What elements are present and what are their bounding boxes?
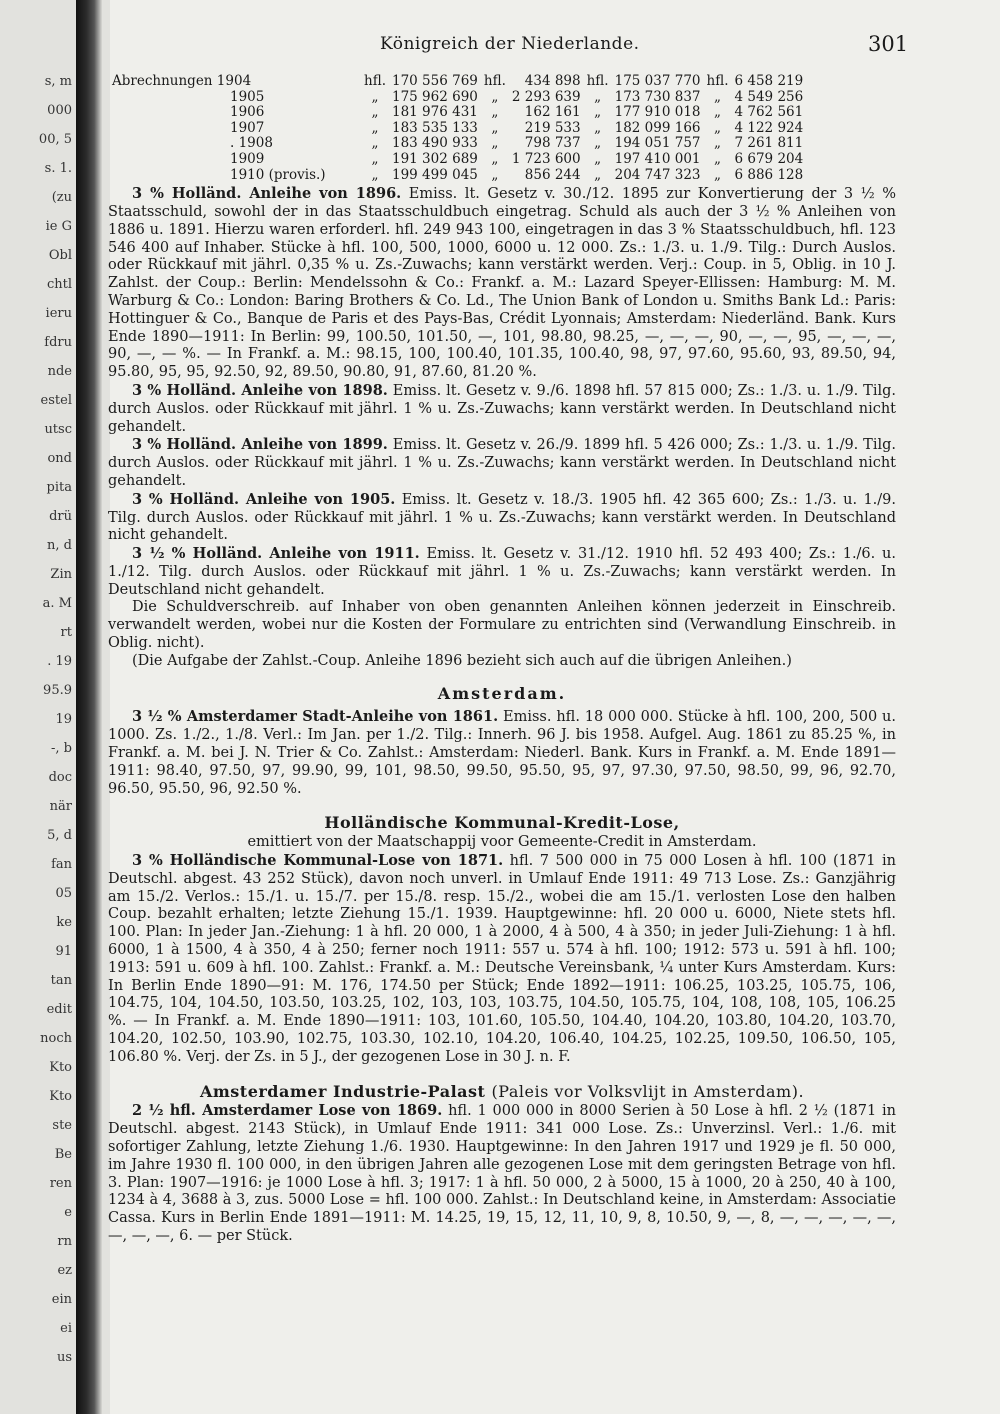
kommunal-lose-text: hfl. 7 500 000 in 75 000 Losen à hfl. 100 (1871 in Deutschl. abgest. 43 252 Stück), davon noch unverl. in Umlauf Ende 1911: 49 713 Lose. Zs.: Ganzjährig am 15./2. Verlos.: 15./1. u. 15./7. per 15./8. resp. 15./2., wobei die am 15./1. verlosten Lose den halben Coup. bezahlt erhalten; letzte Ziehung 15./1. 1939. Hauptgewinne: hfl. 20 000 u. 6000, Niete stets hfl. 100. Plan: In jeder Jan.-Ziehung: 1 à hfl. 20 000, 1 à 2000, 4 à 500, 4 à 350; in jeder Juli-Ziehung: 1 à hfl. 6000, 1 à 1500, 4 à 350, 4 à 250; ferner noch 1911: 557 u. 574 à hfl. 100; 1912: 573 u. 591 à hfl. 100; 1913: 591 u. 609 à hfl. 100. Zahlst.: Frankf. a. M.: Deutsche Vereinsbank, ¼ unter Kurs Amsterdam. Kurs: In Berlin Ende 1890—91: M. 176, 174.50 per Stück; Ende 1892—1911: 106.25, 103.25, 105.75, 106, 104.75, 104, 104.50, 103.50, 103.25, 102, 103, 103, 103.75, 104.50, 105.75, 104, 108, 108, 105, 106.25 %. — In Frankf. a. M. Ende 1890—1911: 103, 101.60, 105.50, 104.40, 104.20, 103.80, 104.20, 103.70, 104.20, 102.50, 103.90, 102.75, 103.30, 102.10, 104.20, 106.40, 104.25, 102.25, 109.50, 106.50, 105, 106.80 %. Verj. der Zs. in 5 J., der gezogenen Lose in 30 J. n. F.: [108, 853, 896, 1065]
finance-cell: 434 898: [524, 73, 581, 89]
finance-year-cell: 1905: [230, 88, 265, 105]
gutter-fragment: ste: [52, 1118, 72, 1133]
finance-cell: 204 747 323: [614, 166, 701, 183]
finance-cell: „: [491, 135, 499, 152]
gutter-fragment: (zu: [51, 190, 72, 205]
finance-cell: 4 762 561: [734, 104, 804, 121]
gutter-fragment: ei: [60, 1321, 72, 1336]
loan-1911-text: Emiss. lt. Gesetz v. 31./12. 1910 hfl. 52 493 400; Zs.: 1./6. u. 1./12. Tilg. durch Auslos. oder Rückkauf mit jährl. 1 % u. Zs.-Zuwachs; kann verstärkt werden. In Deutschland nicht gehandelt.: [108, 546, 897, 598]
finance-cell: 182 099 166: [614, 119, 701, 136]
finance-year-cell: 1909: [230, 150, 265, 167]
kommunal-lose-title: 3 % Holländische Kommunal-Lose von 1871.: [132, 852, 504, 870]
finance-cell: hfl.: [586, 73, 609, 89]
gutter-fragment: utsc: [44, 422, 72, 437]
industrie-heading-suffix: (Paleis vor Volksvlijt in Amsterdam).: [491, 1081, 805, 1101]
finance-cell: „: [491, 88, 499, 105]
gutter-fragment: nde: [47, 364, 72, 379]
finance-cell: 199 499 045: [392, 166, 478, 183]
finance-cell: 856 244: [524, 166, 581, 183]
gutter-fragment: fdru: [44, 335, 72, 350]
gutter-fragment: ez: [57, 1263, 72, 1278]
finance-cell: 6 679 204: [734, 150, 804, 167]
finance-cell: 219 533: [524, 119, 581, 136]
loan-1896-text: Emiss. lt. Gesetz v. 30./12. 1895 zur Konvertierung der 3 ½ % Staatsschuld, sowohl der in das Staatsschuldbuch eingetrag. Schuld als auch der 3 ½ % Anleihen von 1886 u. 1891. Hierzu waren erforderl. hfl. 249 943 100, eingetragen in das 3 % Staatsschuldbuch, hfl. 123 546 400 auf Inhaber. Stücke à hfl. 100, 500, 1000, 6000 u. 12 000. Zs.: 1./3. u. 1./9. Tilg.: Durch Auslos. oder Rückkauf mit jährl. 0,35 % u. Zs.-Zuwachs; kann verstärkt werden. Verj.: Coup. in 5, Oblig. in 10 J. Zahlst. der Coup.: Berlin: Mendelssohn & Co.: Frankf. a. M.: Lazard Speyer-Ellissen: Hamburg: M. M. Warburg & Co.: London: Baring Brothers & Co. Ld., The Union Bank of London u. Smiths Bank Ld.: Paris: Hottinguer & Co., Banque de Paris et des Pays-Bas, Crédit Lyonnais; Amsterdam: Niederländ. Bank. Kurs Ende 1890—1911: In Berlin: 99, 100.50, 101.50, —, 101, 98.80, 98.25, —, —, —, 90, —, —, 95, —, —, —, 90, —, — %. — In Frankf. a. M.: 98.15, 100, 100.40, 101.35, 100.40, 98, 97, 97.60, 95.60, 93, 89.50, 94, 95.80, 95, 95, 92.50, 92, 89.50, 90.80, 91, 87.60, 81.20 %.: [108, 186, 897, 381]
finance-cell: 175 962 690: [392, 88, 478, 105]
gutter-fragment: Kto: [49, 1060, 72, 1075]
gutter-fragment: chtl: [46, 277, 72, 292]
loan-1896-section: [108, 185, 896, 382]
loan-1898-title: 3 % Holländ. Anleihe von 1898.: [132, 381, 388, 399]
finance-cell: „: [594, 119, 602, 136]
finance-cell: 7 261 811: [734, 135, 804, 152]
finance-cell: „: [491, 166, 499, 183]
gutter-fragment: 19: [55, 712, 72, 727]
finance-cell: 4 122 924: [734, 119, 804, 136]
kommunal-heading: Holländische Kommunal-Kredit-Lose,: [324, 813, 680, 833]
finance-cell: 1 723 600: [511, 150, 581, 167]
finance-cell: „: [371, 119, 379, 136]
gutter-fragment: 00, 5: [38, 132, 72, 147]
amsterdam-loan-text: Emiss. hfl. 18 000 000. Stücke à hfl. 100, 200, 500 u. 1000. Zs. 1./2., 1./8. Verl.: Im Jan. per 1./2. Tilg.: Innerh. 96 J. bis 1958. Aufgel. Aug. 1861 zu 85.25 %, in Frankf. a. M. bei J. N. Trier & Co. Zahlst.: Amsterdam: Niederl. Bank. Kurs in Frankf. a. M. Ende 1891—1911: 98.40, 97.50, 97, 99.90, 99, 101, 98.50, 99.50, 95.50, 95, 97, 97.30, 97.50, 98.50, 99, 96, 92.70, 96.50, 95.50, 96, 92.50 %.: [108, 709, 897, 797]
industrie-lose-section: [108, 1102, 896, 1245]
loan-1896-title: 3 % Holländ. Anleihe von 1896.: [132, 185, 402, 203]
loan-1899-section: [108, 436, 896, 490]
page-number: 301: [868, 32, 909, 56]
loan-1905-text: Emiss. lt. Gesetz v. 18./3. 1905 hfl. 42 365 600; Zs.: 1./3. u. 1./9. Tilg. durch Auslos. oder Rückkauf mit jährl. 1 % u. Zs.-Zuwachs; kann verstärkt werden. In Deutschland nicht gehandelt.: [108, 491, 897, 544]
coupon-note: (Die Aufgabe der Zahlst.-Coup. Anleihe 1896 bezieht sich auch auf die übrigen Anleihen.): [132, 652, 792, 669]
finance-cell: „: [491, 119, 499, 136]
kommunal-subheading: emittiert von der Maatschappij voor Gemeente-Credit in Amsterdam.: [247, 834, 757, 851]
finance-cell: hfl.: [483, 73, 506, 89]
gutter-fragment: doc: [48, 770, 72, 785]
finance-cell: hfl.: [364, 73, 386, 89]
finance-row: [112, 90, 809, 106]
finance-year-cell: 1907: [230, 119, 265, 136]
finance-cell: „: [371, 166, 379, 183]
gutter-fragment: ren: [49, 1176, 72, 1191]
loan-1898-text: Emiss. lt. Gesetz v. 9./6. 1898 hfl. 57 815 000; Zs.: 1./3. u. 1./9. Tilg. durch Auslos. oder Rückkauf mit jährl. 1 % u. Zs.-Zuwachs; kann verstärkt werden. In Deutschland nicht gehandelt.: [108, 382, 897, 435]
finance-cell: „: [371, 104, 379, 121]
gutter-fragment: ieru: [45, 306, 72, 321]
loan-1898-section: [108, 382, 896, 436]
finance-cell: „: [594, 150, 602, 167]
running-title: Königreich der Niederlande.: [380, 34, 640, 54]
finance-label: Abrechnungen: [112, 73, 213, 89]
gutter-fragment: s. 1.: [44, 161, 72, 176]
loan-1911-title: 3 ½ % Holländ. Anleihe von 1911.: [132, 545, 420, 563]
industrie-heading: [108, 1083, 896, 1101]
gutter-fragment: Obl: [48, 248, 72, 263]
gutter-fragment: n, d: [47, 538, 72, 553]
gutter-fragment: pita: [46, 480, 72, 495]
loan-1899-text: Emiss. lt. Gesetz v. 26./9. 1899 hfl. 5 426 000; Zs.: 1./3. u. 1./9. Tilg. durch Auslos. oder Rückkauf mit jährl. 1 % u. Zs.-Zuwachs; kann verstärkt werden. In Deutschland nicht gehandelt.: [108, 437, 897, 489]
finance-cell: 183 535 133: [392, 119, 478, 136]
gutter-fragment: 05: [55, 886, 72, 901]
finance-year-cell: 1906: [230, 104, 265, 121]
finance-cell: „: [714, 119, 721, 136]
finance-cell: „: [491, 104, 499, 121]
gutter-fragment: -, b: [51, 741, 72, 756]
finance-cell: 175 037 770: [614, 73, 701, 89]
finance-cell: 4 549 256: [734, 88, 804, 105]
industrie-lose-text: hfl. 1 000 000 in 8000 Serien à 50 Lose à hfl. 2 ½ (1871 in Deutschl. abgest. 2143 Stück), in Umlauf Ende 1911: 341 000 Lose. Zs.: Unverzinsl. Verl.: 1./6. mit sofortiger Zahlung, letzte Ziehung 1./6. 1930. Hauptgewinne: In den Jahren 1917 und 1929 je fl. 50 000, im Jahre 1930 fl. 100 000, in den übrigen Jahren alle gezogenen Lose mit dem geringsten Betrage von hfl. 3. Plan: 1907—1916: je 1000 Lose à hfl. 3; 1917: 1 à hfl. 50 000, 2 à 5000, 15 à 1000, 20 à 250, 40 à 100, 1234 à 4, 3688 à 3, zus. 5000 Lose = hfl. 100 000. Zahlst.: In Deutschland keine, in Amsterdam: Associatie Cassa. Kurs in Berlin Ende 1891—1911: M. 14.25, 19, 15, 12, 11, 10, 9, 8, 10.50, 9, —, 8, —, —, —, —, —, —, —, —, 6. — per Stück.: [108, 1103, 896, 1244]
finance-row: [112, 168, 809, 184]
finance-cell: 173 730 837: [614, 88, 701, 105]
left-page-gutter: [0, 0, 110, 1414]
finance-cell: 194 051 757: [614, 135, 701, 152]
finance-cell: „: [491, 150, 499, 167]
gutter-fragment: när: [49, 799, 72, 814]
amsterdam-loan-title: 3 ½ % Amsterdamer Stadt-Anleihe von 1861.: [132, 708, 499, 726]
finance-cell: „: [714, 104, 721, 121]
loan-1899-title: 3 % Holländ. Anleihe von 1899.: [132, 436, 388, 454]
gutter-fragment: a. M: [42, 596, 72, 611]
finance-year-cell: [112, 74, 364, 90]
finance-cell: „: [594, 88, 602, 105]
finance-row: [112, 136, 809, 152]
gutter-fragment: estel: [40, 393, 72, 408]
gutter-fragment: e: [64, 1205, 72, 1220]
loan-1905-title: 3 % Holländ. Anleihe von 1905.: [132, 490, 396, 508]
finance-cell: „: [714, 88, 721, 105]
finance-cell: „: [371, 135, 379, 152]
page-header: [0, 34, 1000, 56]
gutter-fragment: ie G: [45, 219, 72, 234]
finance-cell: 170 556 769: [392, 73, 478, 89]
amsterdam-heading: Amsterdam.: [437, 683, 567, 703]
finance-cell: 197 410 001: [614, 150, 701, 167]
industrie-heading-title: Amsterdamer Industrie-Palast: [199, 1081, 486, 1101]
finance-row: [112, 105, 809, 121]
amsterdam-loan-section: [108, 708, 896, 798]
gutter-fragment: ond: [47, 451, 72, 466]
conversion-note: Die Schuldverschreib. auf Inhaber von oben genannten Anleihen können jederzeit in Einschreib. verwandelt werden, wobei nur die Kosten der Formulare zu entrichten sind (Verwandlung Einschreib. in Oblig. nicht).: [108, 599, 896, 652]
finance-cell: „: [714, 150, 721, 167]
gutter-fragment: drü: [49, 509, 72, 524]
finance-cell: „: [371, 150, 379, 167]
finance-cell: „: [594, 166, 602, 183]
gutter-fragment: Be: [54, 1147, 72, 1162]
gutter-fragment: noch: [40, 1031, 72, 1046]
finance-cell: hfl.: [706, 73, 729, 89]
gutter-fragment: fan: [51, 857, 72, 872]
finance-cell: 6 458 219: [734, 73, 804, 89]
kommunal-lose-section: [108, 852, 896, 1067]
gutter-fragment: rn: [57, 1234, 72, 1249]
finance-cell: „: [371, 88, 379, 105]
finance-cell: „: [594, 104, 602, 121]
gutter-fragment: 000: [47, 103, 72, 118]
finance-row: [112, 121, 809, 137]
gutter-fragment: s, m: [44, 74, 72, 89]
finance-cell: 181 976 431: [392, 104, 478, 121]
finance-cell: 183 490 933: [392, 135, 478, 152]
finance-cell: 162 161: [524, 104, 581, 121]
gutter-fragment: Zin: [50, 567, 72, 582]
finance-row: [112, 74, 809, 90]
finance-year-cell: . 1908: [230, 135, 273, 152]
gutter-fragment: ke: [56, 915, 72, 930]
page-content: [108, 74, 896, 1246]
finance-cell: 6 886 128: [734, 166, 804, 183]
gutter-fragment: rt: [60, 625, 72, 640]
finance-year-cell: 1910 (provis.): [230, 166, 326, 183]
finance-cell: 177 910 018: [614, 104, 701, 121]
loan-1911-section: [108, 545, 896, 599]
finance-cell: „: [714, 135, 721, 152]
gutter-fragment: Kto: [49, 1089, 72, 1104]
gutter-fragment: 5, d: [47, 828, 72, 843]
industrie-lose-title: 2 ½ hfl. Amsterdamer Lose von 1869.: [132, 1102, 443, 1120]
gutter-fragment: tan: [50, 973, 72, 988]
finance-year: 1904: [216, 73, 252, 89]
gutter-fragment: 91: [55, 944, 72, 959]
gutter-fragment: 95.9: [43, 683, 72, 698]
finance-cell: 2 293 639: [511, 88, 581, 105]
book-binding-shadow: [76, 0, 102, 1414]
gutter-fragment: ein: [51, 1292, 72, 1307]
gutter-fragment: us: [56, 1350, 72, 1365]
finance-table: [112, 74, 809, 183]
finance-cell: „: [594, 135, 602, 152]
finance-cell: 191 302 689: [392, 150, 478, 167]
loan-1905-section: [108, 491, 896, 545]
gutter-fragment: edit: [46, 1002, 72, 1017]
gutter-fragment: . 19: [47, 654, 72, 669]
finance-cell: 798 737: [524, 135, 581, 152]
finance-row: [112, 152, 809, 168]
finance-cell: „: [714, 166, 721, 183]
